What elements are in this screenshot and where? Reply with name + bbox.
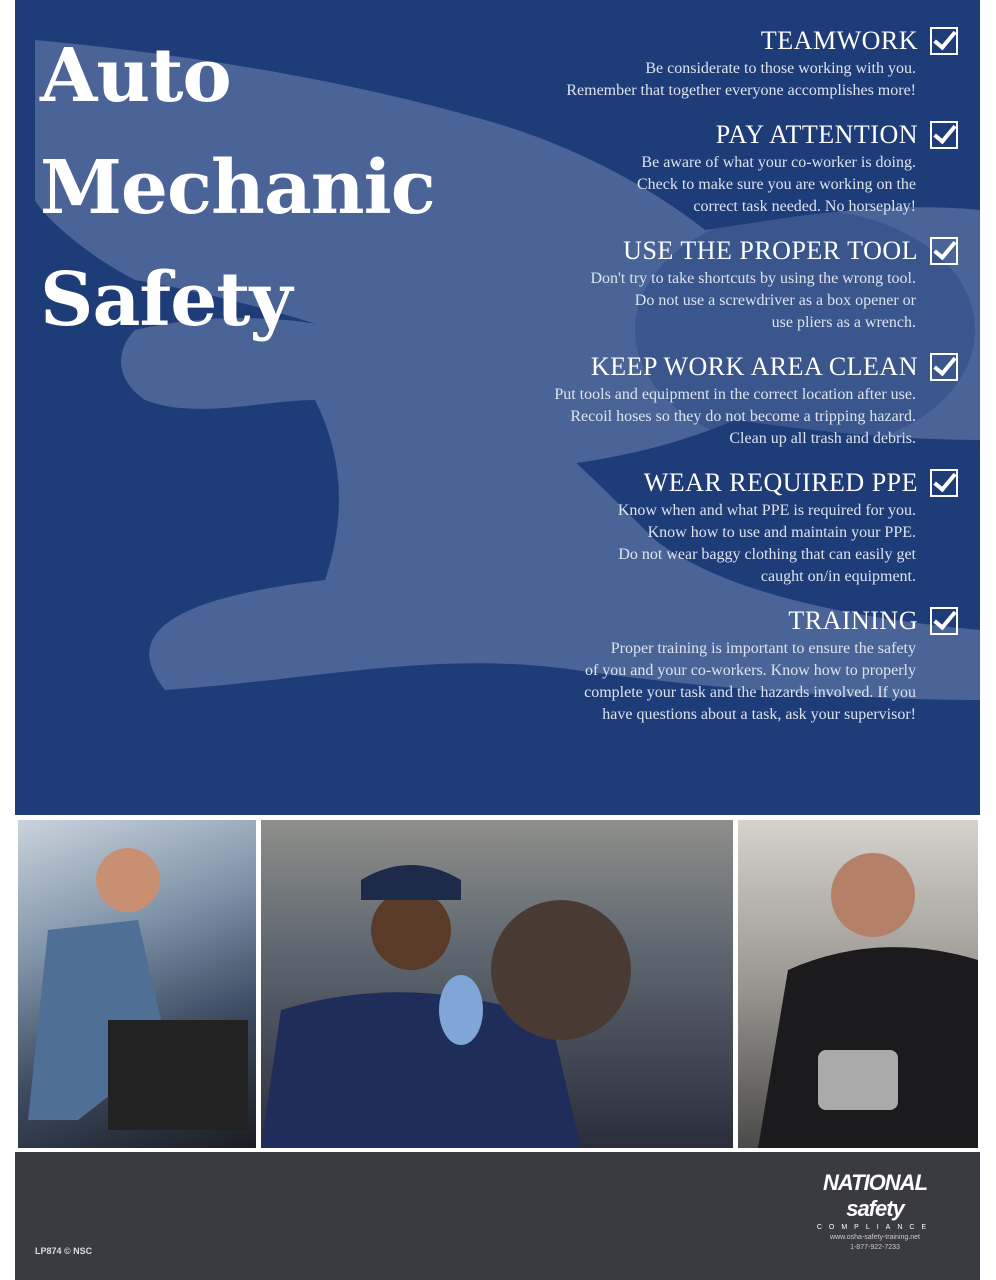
photo-mechanic-part: [738, 820, 978, 1148]
tip-heading: [438, 606, 958, 636]
tip-body: [438, 500, 916, 588]
tip-line: Put tools and equipment in the correct location after use.: [554, 386, 916, 403]
safety-tip: [438, 120, 958, 218]
tip-heading-text: WEAR REQUIRED PPE: [643, 468, 918, 497]
safety-tips: [438, 26, 958, 744]
photo-mechanic-brakes: [261, 820, 733, 1148]
footer: [15, 1152, 980, 1280]
tip-heading: [438, 468, 958, 498]
tip-line: Do not use a screwdriver as a box opener or: [634, 292, 916, 309]
tip-body: [438, 58, 916, 102]
tip-line: Proper training is important to ensure the safety: [610, 640, 916, 657]
tip-heading-text: PAY ATTENTION: [715, 120, 918, 149]
tip-body: [438, 152, 916, 218]
tip-line: have questions about a task, ask your supervisor!: [602, 706, 916, 723]
safety-tip: [438, 352, 958, 450]
title-line: Mechanic: [40, 145, 435, 231]
tip-heading-text: TRAINING: [788, 606, 918, 635]
tip-line: Do not wear baggy clothing that can easily get: [618, 546, 916, 563]
checkbox-icon: [930, 353, 958, 381]
tip-line: Be considerate to those working with you.: [645, 60, 916, 77]
website-link[interactable]: www.osha-safety-training.net: [830, 1234, 920, 1241]
tip-line: Don't try to take shortcuts by using the wrong tool.: [590, 270, 916, 287]
checkbox-icon: [930, 469, 958, 497]
title-line: Safety: [40, 257, 292, 343]
tip-line: Be aware of what your co-worker is doing.: [641, 154, 916, 171]
tip-heading: [438, 26, 958, 56]
tip-line: complete your task and the hazards involved. If you: [584, 684, 916, 701]
checkbox-icon: [930, 237, 958, 265]
safety-tip: [438, 606, 958, 726]
poster-code: LP874 © NSC: [35, 1246, 93, 1256]
tip-line: caught on/in equipment.: [760, 568, 916, 585]
tip-heading-text: KEEP WORK AREA CLEAN: [590, 352, 918, 381]
tip-heading: [438, 236, 958, 266]
page-title: [40, 20, 435, 356]
logo-subtitle: COMPLIANCE: [816, 1224, 934, 1231]
tip-line: Know how to use and maintain your PPE.: [647, 524, 916, 541]
hero-panel: [15, 0, 980, 815]
photo-strip: [15, 820, 980, 1150]
tip-body: [438, 384, 916, 450]
company-logo: [795, 1170, 955, 1251]
tip-line: Recoil hoses so they do not become a tripping hazard.: [570, 408, 916, 425]
tip-line: use pliers as a wrench.: [771, 314, 916, 331]
tip-body: [438, 268, 916, 334]
safety-tip: [438, 26, 958, 102]
tip-heading: [438, 352, 958, 382]
tip-line: Clean up all trash and debris.: [729, 430, 916, 447]
tip-line: Remember that together everyone accomplishes more!: [566, 82, 916, 99]
safety-tip: [438, 236, 958, 334]
safety-tip: [438, 468, 958, 588]
photo-mechanic-engine: [18, 820, 256, 1148]
tip-line: Check to make sure you are working on the: [636, 176, 916, 193]
poster: [15, 0, 980, 1280]
tip-heading: [438, 120, 958, 150]
logo-wordmark: NATIONAL safety: [822, 1170, 928, 1221]
phone-number: 1-877-922-7233: [850, 1244, 900, 1251]
checkbox-icon: [930, 27, 958, 55]
tip-heading-text: USE THE PROPER TOOL: [623, 236, 918, 265]
tip-heading-text: TEAMWORK: [760, 26, 918, 55]
tip-line: Know when and what PPE is required for you.: [617, 502, 916, 519]
tip-line: of you and your co-workers. Know how to properly: [584, 662, 916, 679]
title-line: Auto: [40, 33, 231, 119]
tip-line: correct task needed. No horseplay!: [693, 198, 916, 215]
checkbox-icon: [930, 607, 958, 635]
tip-body: [438, 638, 916, 726]
checkbox-icon: [930, 121, 958, 149]
